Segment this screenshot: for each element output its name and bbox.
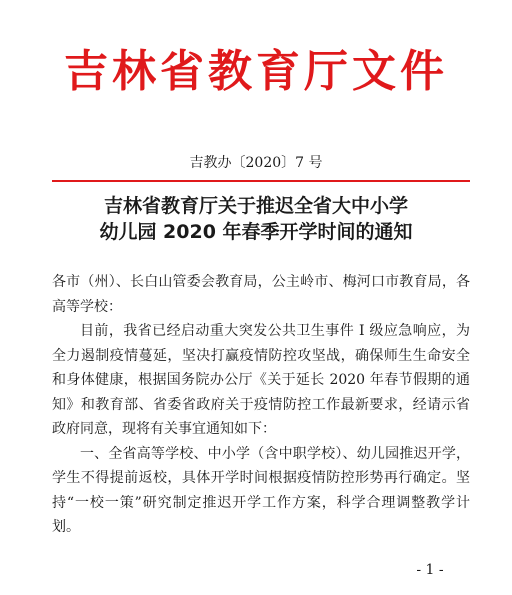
- salutation: 各市（州）、长白山管委会教育局，公主岭市、梅河口市教育局，各高等学校：: [52, 274, 470, 315]
- notice-title-line-2: 幼儿园 2020 年春季开学时间的通知: [99, 221, 413, 243]
- red-divider-line: [52, 180, 470, 182]
- body-paragraph-2: 一、全省高等学校、中小学（含中职学校）、幼儿园推迟开学，学生不得提前返校，具体开学时间根据疫情防控形势再行确定。坚持“一校一策”研究制定推迟开学工作方案，科学合理调整教学计划。: [52, 445, 470, 535]
- page-number: - 1 -: [416, 562, 444, 578]
- notice-body: [52, 270, 470, 540]
- document-number: 吉教办〔2020〕7 号: [189, 155, 323, 171]
- notice-title: [0, 193, 512, 245]
- body-paragraph-1: 目前，我省已经启动重大突发公共卫生事件 I 级应急响应，为全力遏制疫情蔓延，坚决打赢疫情防控攻坚战，确保师生生命安全和身体健康，根据国务院办公厅《关于延长 2020 年春节假期的通知》和教育部、省委省政府关于疫情防控工作最新要求，经请示省政府同意，现将有关事宜通知如下：: [52, 323, 470, 437]
- document-masthead: 吉林省教育厅文件: [64, 46, 448, 97]
- notice-title-line-1: 吉林省教育厅关于推迟全省大中小学: [103, 195, 408, 217]
